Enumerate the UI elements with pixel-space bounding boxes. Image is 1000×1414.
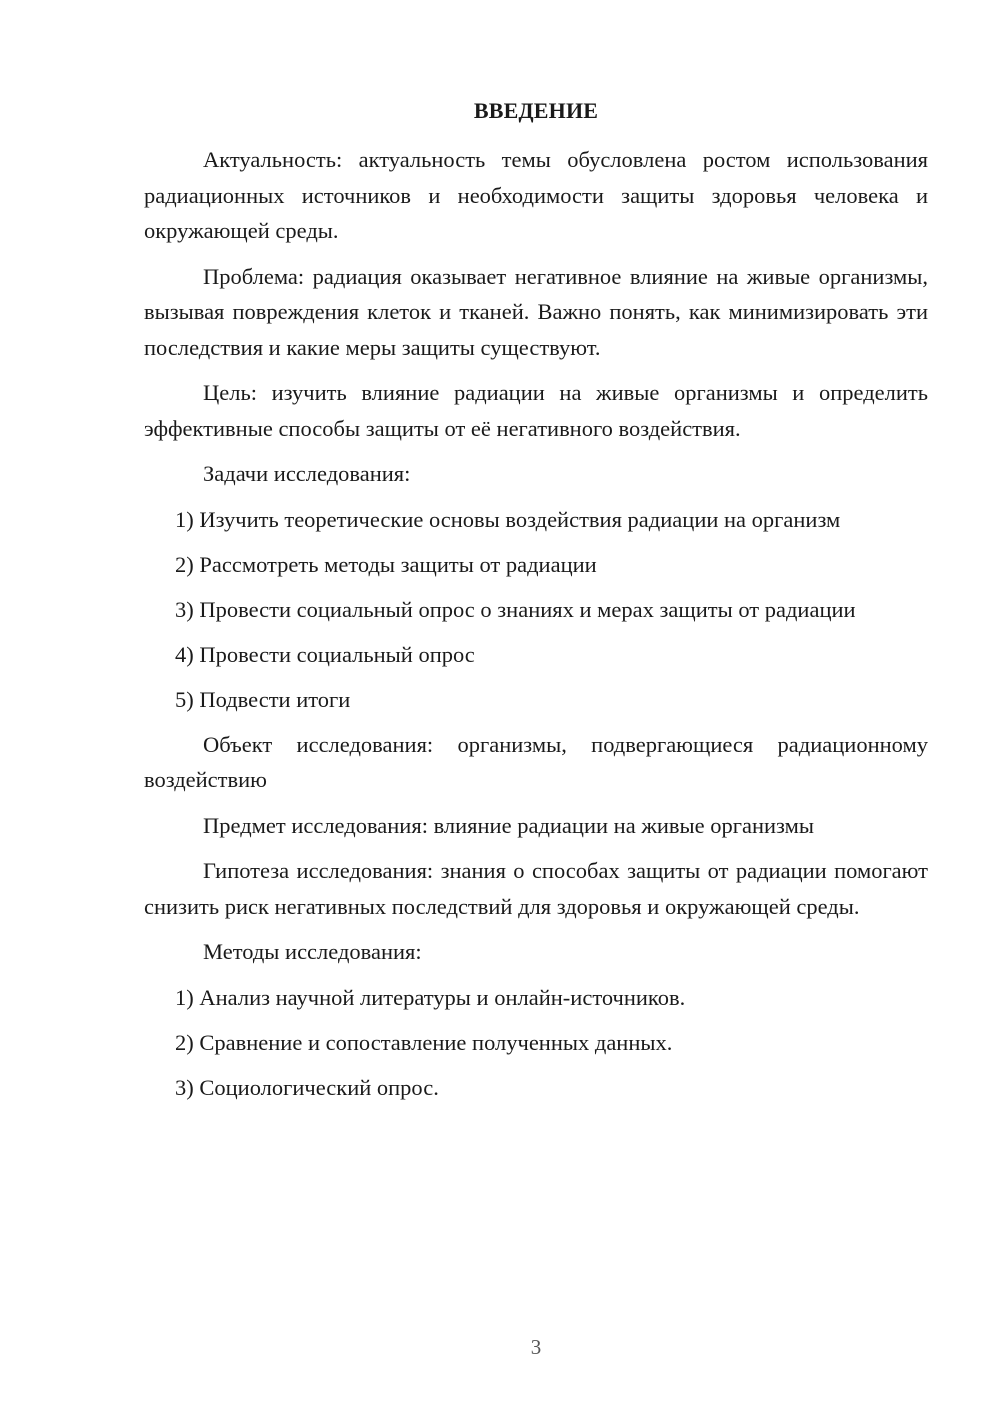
page-number: 3 — [530, 1335, 542, 1359]
hypothesis-paragraph: Гипотеза исследования: знания о способах защиты от радиации помогают снизить риск негативных последствий для здоровья и окружающей среды. — [144, 858, 928, 919]
task-item-5: 5) Подвести итоги — [175, 686, 351, 712]
tasks-heading: Задачи исследования: — [203, 461, 411, 486]
goal-paragraph: Цель: изучить влияние радиации на живые организмы и определить эффективные способы защиты от её негативного воздействия. — [144, 380, 928, 441]
task-item-4: 4) Провести социальный опрос — [175, 641, 475, 667]
task-item-1: 1) Изучить теоретические основы воздействия радиации на организм — [175, 506, 841, 532]
methods-heading: Методы исследования: — [203, 939, 422, 964]
relevance-paragraph: Актуальность: актуальность темы обусловлена ростом использования радиационных источников и необходимости защиты здоровья человека и окружающей среды. — [144, 147, 928, 243]
task-item-3: 3) Провести социальный опрос о знаниях и мерах защиты от радиации — [175, 596, 856, 622]
problem-paragraph: Проблема: радиация оказывает негативное влияние на живые организмы, вызывая повреждения клеток и тканей. Важно понять, как минимизировать эти последствия и какие меры защиты существуют. — [144, 263, 928, 360]
object-paragraph: Объект исследования: организмы, подвергающиеся радиационному воздействию — [144, 731, 928, 792]
task-item-2: 2) Рассмотреть методы защиты от радиации — [175, 551, 597, 577]
document-body — [144, 142, 928, 1115]
method-item-2: 2) Сравнение и сопоставление полученных данных. — [175, 1029, 673, 1055]
method-item-3: 3) Социологический опрос. — [175, 1074, 439, 1100]
subject-paragraph: Предмет исследования: влияние радиации на живые организмы — [203, 812, 814, 838]
page-title: ВВЕДЕНИЕ — [473, 98, 599, 123]
method-item-1: 1) Анализ научной литературы и онлайн-источников. — [175, 984, 686, 1010]
